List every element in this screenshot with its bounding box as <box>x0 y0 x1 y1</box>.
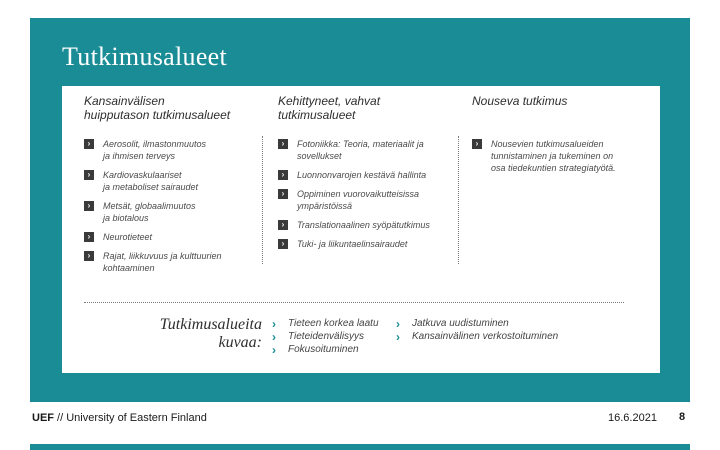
column-heading: Kansainvälisen huipputason tutkimusalueet <box>84 94 231 122</box>
bottom-accent-bar <box>30 444 690 450</box>
list-item <box>84 138 264 162</box>
page-number: 8 <box>679 411 686 423</box>
list-item-text: Kardiovaskulaariset ja metaboliset sairaudet <box>103 170 199 192</box>
list-item-text: Tieteen korkea laatu <box>288 318 379 329</box>
list-item <box>84 231 264 243</box>
list-item <box>84 169 264 193</box>
list-item-text: Metsät, globaalimuutos ja biotalous <box>103 201 196 223</box>
chevron-right-icon: › <box>278 189 288 199</box>
list-item <box>272 343 379 356</box>
content-panel <box>62 86 660 373</box>
chevron-right-icon: › <box>396 316 400 331</box>
column-strong <box>278 94 468 250</box>
list-item <box>278 238 468 250</box>
chevron-right-icon: › <box>278 139 288 149</box>
footer-org-name: // University of Eastern Finland <box>54 412 207 424</box>
chevron-right-icon: › <box>278 220 288 230</box>
footer-date: 16.6.2021 <box>608 412 657 424</box>
chevron-right-icon: › <box>84 251 94 261</box>
list-item-text: Tieteidenvälisyys <box>288 331 365 342</box>
list-item <box>278 188 468 212</box>
description-heading: Tutkimusalueita kuvaa: <box>159 316 262 351</box>
list-item-text: Luonnonvarojen kestävä hallinta <box>297 170 427 180</box>
chevron-right-icon: › <box>272 329 276 344</box>
list-item-text: Fokusoituminen <box>288 344 359 355</box>
chevron-right-icon: › <box>272 342 276 357</box>
description-list-right <box>396 317 558 343</box>
list-item-text: Fotoniikka: Teoria, materiaalit ja sovellukset <box>297 139 424 161</box>
footer-organization <box>32 412 207 424</box>
column-divider <box>458 136 459 264</box>
list-item <box>278 219 468 231</box>
column-heading: Nouseva tutkimus <box>472 94 568 108</box>
chevron-right-icon: › <box>396 329 400 344</box>
description-list-left <box>272 317 379 356</box>
chevron-right-icon: › <box>472 139 482 149</box>
list-item <box>272 330 379 343</box>
chevron-right-icon: › <box>84 170 94 180</box>
column-top-tier <box>84 94 264 274</box>
list-item-text: Kansainvälinen verkostoituminen <box>412 331 559 342</box>
column-emerging <box>472 94 652 174</box>
list-item-text: Jatkuva uudistuminen <box>412 318 509 329</box>
list-item <box>84 250 264 274</box>
list-item <box>396 330 558 343</box>
list-item <box>396 317 558 330</box>
list-item-text: Neurotieteet <box>103 232 153 242</box>
column-heading: Kehittyneet, vahvat tutkimusalueet <box>278 94 381 122</box>
chevron-right-icon: › <box>278 170 288 180</box>
list-item-text: Tuki- ja liikuntaelinsairaudet <box>297 239 408 249</box>
slide-title: Tutkimusalueet <box>62 42 228 71</box>
list-item <box>472 138 652 174</box>
list-item <box>278 138 468 162</box>
list-item-text: Translationaalinen syöpätutkimus <box>297 220 430 230</box>
chevron-right-icon: › <box>84 232 94 242</box>
list-item <box>272 317 379 330</box>
chevron-right-icon: › <box>278 239 288 249</box>
section-divider <box>84 302 624 303</box>
list-item-text: Rajat, liikkuvuus ja kulttuurien kohtaaminen <box>103 251 222 273</box>
list-item-text: Nousevien tutkimusalueiden tunnistaminen ja tukeminen on osa tiedekuntien strategiatyötä. <box>491 139 616 173</box>
list-item-text: Oppiminen vuorovaikutteisissa ympäristöissä <box>297 189 420 211</box>
chevron-right-icon: › <box>272 316 276 331</box>
chevron-right-icon: › <box>84 139 94 149</box>
list-item <box>84 200 264 224</box>
column-divider <box>262 136 263 264</box>
list-item <box>278 169 468 181</box>
chevron-right-icon: › <box>84 201 94 211</box>
footer-org-abbr: UEF <box>32 412 54 424</box>
list-item-text: Aerosolit, ilmastonmuutos ja ihmisen terveys <box>103 139 207 161</box>
